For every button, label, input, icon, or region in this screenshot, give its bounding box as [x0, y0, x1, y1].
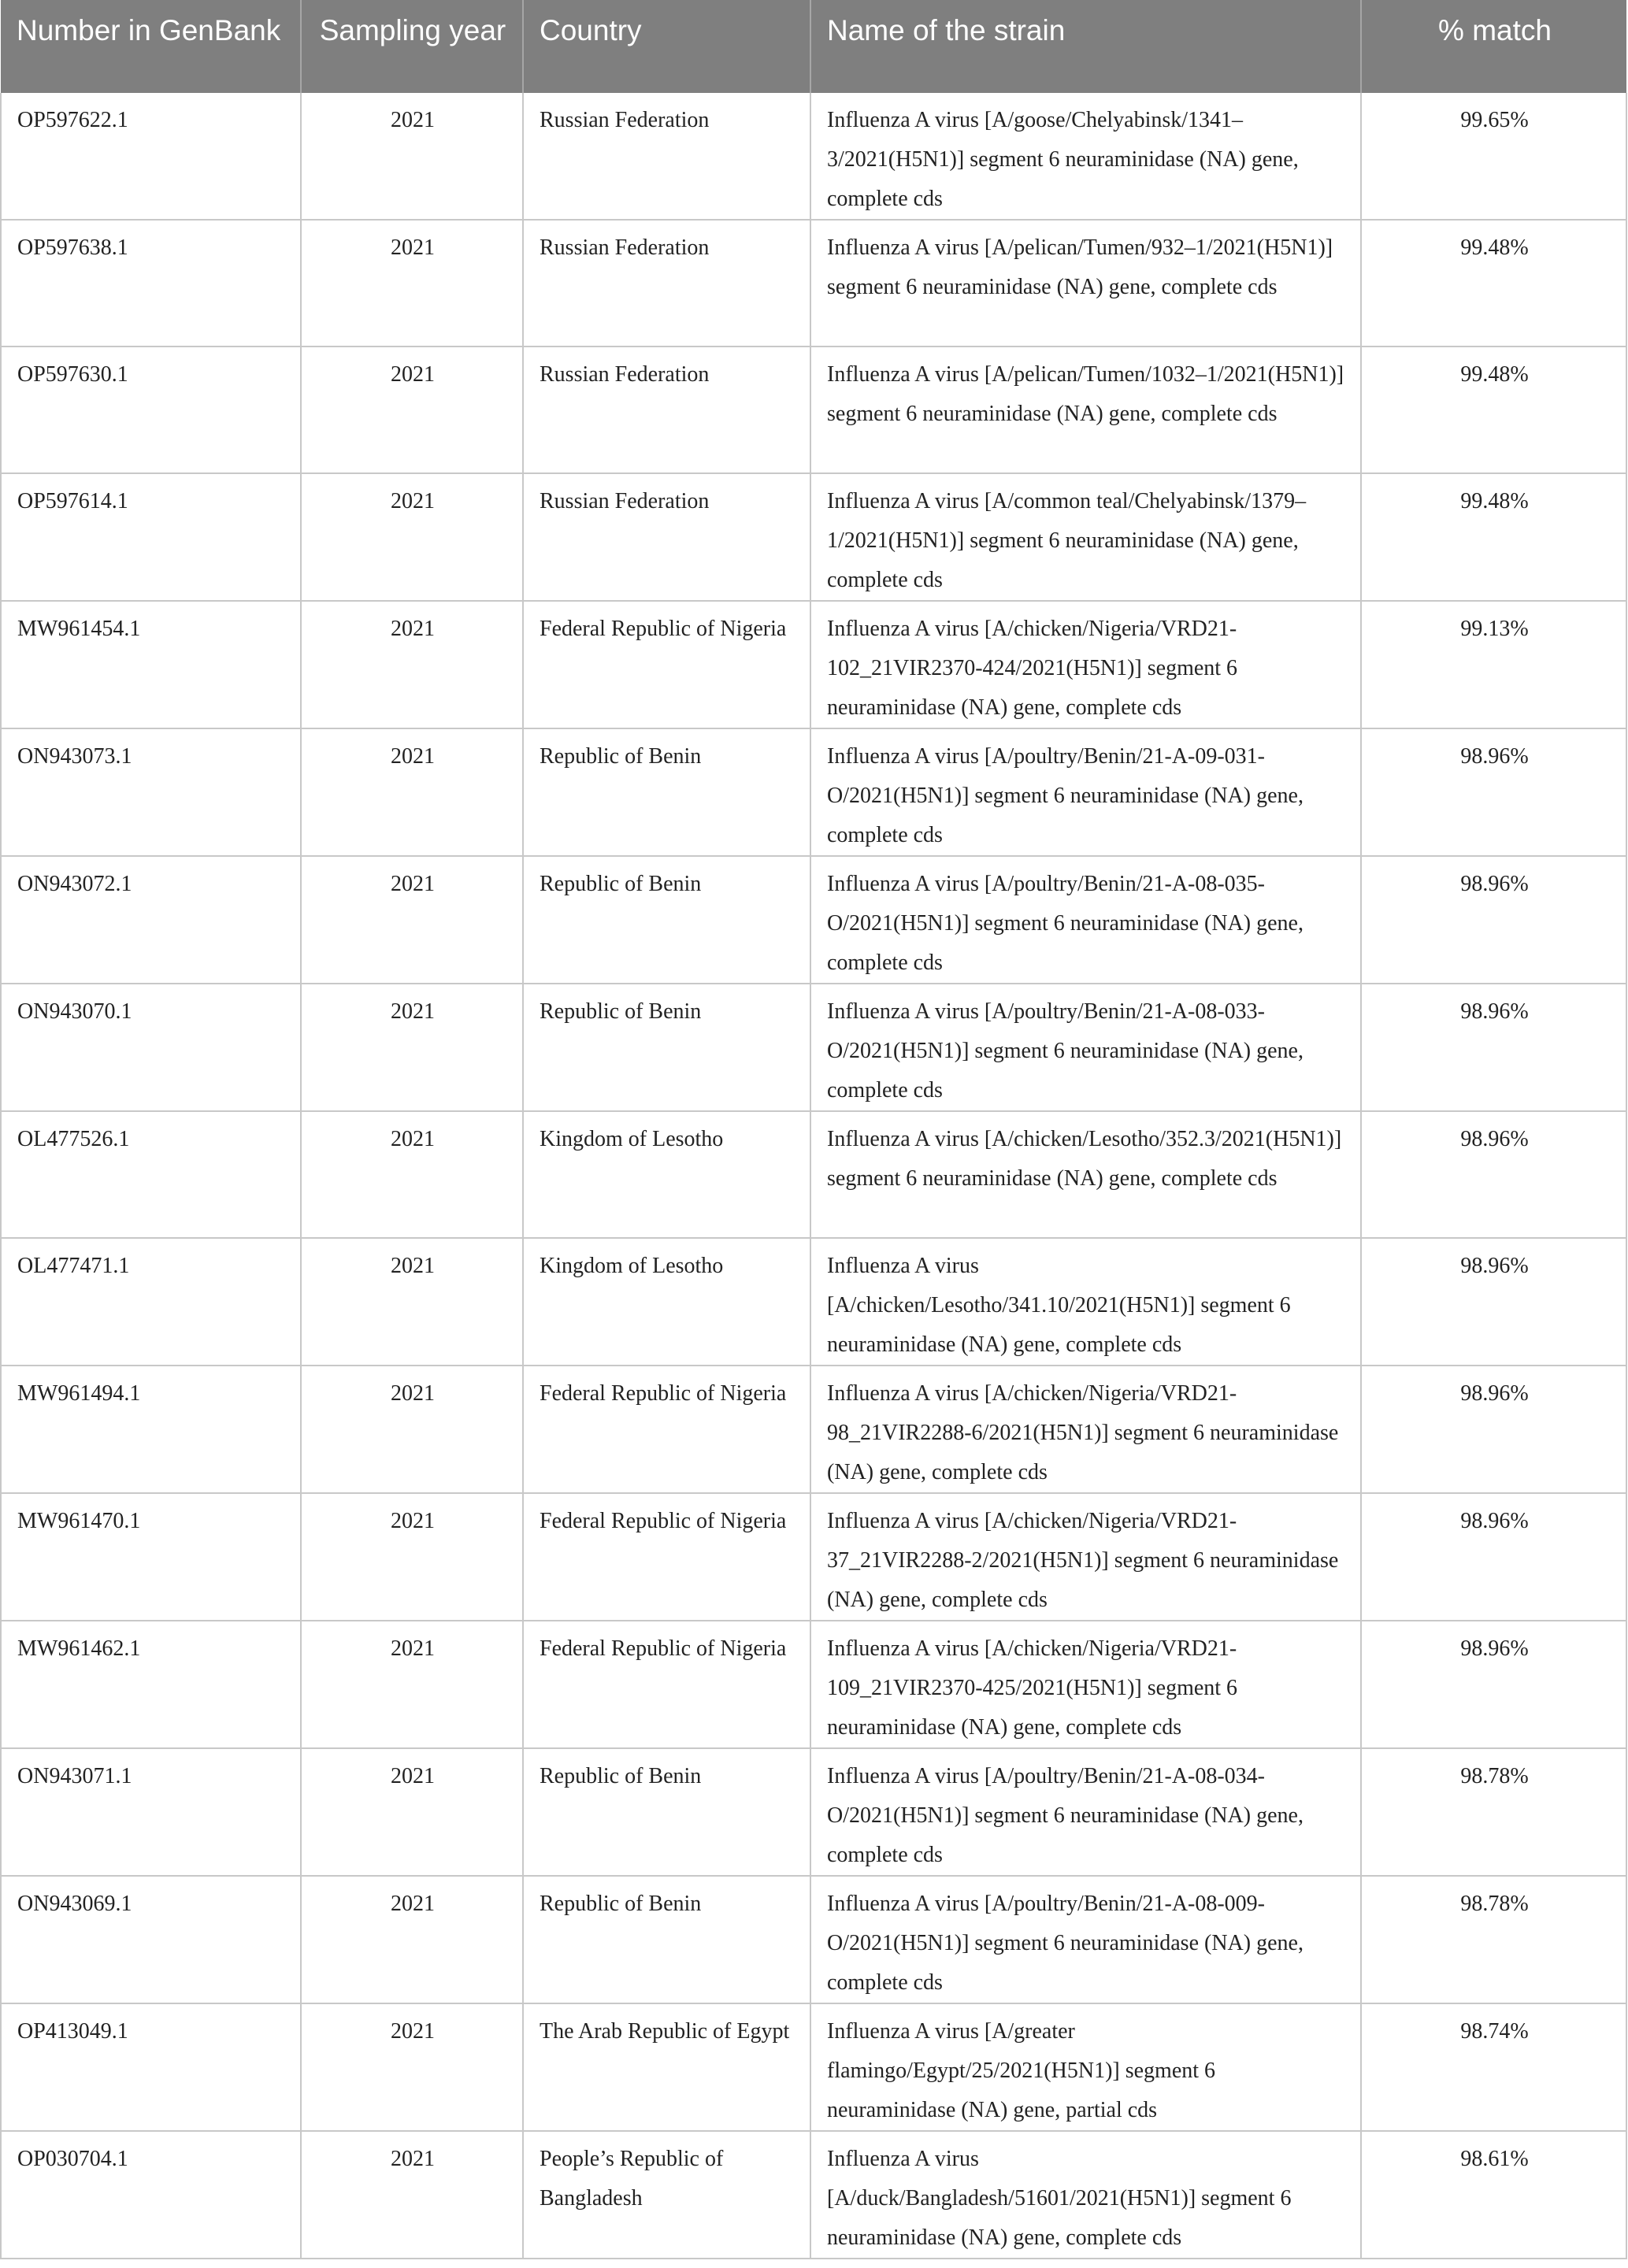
cell-country: Republic of Benin — [523, 1748, 810, 1876]
cell-sampling-year: 2021 — [301, 346, 523, 473]
cell-percent-match: 98.96% — [1361, 984, 1626, 1111]
cell-strain-name: Influenza A virus [A/poultry/Benin/21-A-09-031-O/2021(H5N1)] segment 6 neuraminidase (NA) gene, complete cds — [810, 728, 1361, 856]
cell-country: Russian Federation — [523, 473, 810, 601]
cell-strain-name: Influenza A virus [A/chicken/Nigeria/VRD21-98_21VIR2288-6/2021(H5N1)] segment 6 neuraminidase (NA) gene, complete cds — [810, 1366, 1361, 1493]
cell-sampling-year: 2021 — [301, 728, 523, 856]
cell-strain-name: Influenza A virus [A/pelican/Tumen/1032–1/2021(H5N1)] segment 6 neuraminidase (NA) gene, complete cds — [810, 346, 1361, 473]
cell-sampling-year: 2021 — [301, 1748, 523, 1876]
cell-strain-name: Influenza A virus [A/chicken/Nigeria/VRD21-109_21VIR2370-425/2021(H5N1)] segment 6 neuraminidase (NA) gene, complete cds — [810, 1621, 1361, 1748]
cell-country: Republic of Benin — [523, 984, 810, 1111]
cell-country: Russian Federation — [523, 220, 810, 346]
cell-country: Republic of Benin — [523, 1876, 810, 2003]
table-row — [1, 984, 1626, 1111]
cell-country: Republic of Benin — [523, 856, 810, 984]
cell-sampling-year: 2021 — [301, 1876, 523, 2003]
cell-genbank-number: MW961454.1 — [1, 601, 301, 728]
cell-percent-match: 98.96% — [1361, 728, 1626, 856]
table-row — [1, 1621, 1626, 1748]
header-sampling-year: Sampling year — [301, 0, 523, 93]
header-genbank-number: Number in GenBank — [1, 0, 301, 93]
cell-genbank-number: ON943072.1 — [1, 856, 301, 984]
cell-percent-match: 99.48% — [1361, 220, 1626, 346]
cell-genbank-number: MW961462.1 — [1, 1621, 301, 1748]
cell-percent-match: 98.96% — [1361, 856, 1626, 984]
cell-percent-match: 98.96% — [1361, 1111, 1626, 1238]
cell-strain-name: Influenza A virus [A/pelican/Tumen/932–1/2021(H5N1)] segment 6 neuraminidase (NA) gene, complete cds — [810, 220, 1361, 346]
cell-country: People’s Republic of Bangladesh — [523, 2131, 810, 2259]
cell-genbank-number: OP597638.1 — [1, 220, 301, 346]
table-header — [1, 0, 1626, 93]
table-row — [1, 220, 1626, 346]
cell-percent-match: 98.96% — [1361, 1493, 1626, 1621]
cell-strain-name: Influenza A virus [A/chicken/Nigeria/VRD21-102_21VIR2370-424/2021(H5N1)] segment 6 neuraminidase (NA) gene, complete cds — [810, 601, 1361, 728]
cell-country: Federal Republic of Nigeria — [523, 1366, 810, 1493]
table-row — [1, 1493, 1626, 1621]
cell-genbank-number: OL477526.1 — [1, 1111, 301, 1238]
cell-genbank-number: ON943070.1 — [1, 984, 301, 1111]
table-row — [1, 728, 1626, 856]
cell-genbank-number: MW961470.1 — [1, 1493, 301, 1621]
cell-percent-match: 98.78% — [1361, 1748, 1626, 1876]
cell-genbank-number: ON943073.1 — [1, 728, 301, 856]
table-body — [1, 93, 1626, 2259]
cell-strain-name: Influenza A virus [A/duck/Bangladesh/51601/2021(H5N1)] segment 6 neuraminidase (NA) gene, complete cds — [810, 2131, 1361, 2259]
table-row — [1, 1748, 1626, 1876]
cell-percent-match: 98.78% — [1361, 1876, 1626, 2003]
cell-sampling-year: 2021 — [301, 856, 523, 984]
cell-sampling-year: 2021 — [301, 601, 523, 728]
header-row — [1, 0, 1626, 93]
table-row — [1, 1238, 1626, 1366]
cell-genbank-number: OP030704.1 — [1, 2131, 301, 2259]
cell-genbank-number: OL477471.1 — [1, 1238, 301, 1366]
cell-country: Russian Federation — [523, 93, 810, 220]
cell-percent-match: 98.96% — [1361, 1621, 1626, 1748]
cell-genbank-number: ON943069.1 — [1, 1876, 301, 2003]
cell-percent-match: 98.96% — [1361, 1238, 1626, 1366]
cell-sampling-year: 2021 — [301, 984, 523, 1111]
cell-genbank-number: MW961494.1 — [1, 1366, 301, 1493]
header-percent-match: % match — [1361, 0, 1626, 93]
cell-percent-match: 99.48% — [1361, 473, 1626, 601]
cell-sampling-year: 2021 — [301, 93, 523, 220]
cell-percent-match: 98.74% — [1361, 2003, 1626, 2131]
cell-percent-match: 99.13% — [1361, 601, 1626, 728]
cell-country: The Arab Republic of Egypt — [523, 2003, 810, 2131]
cell-strain-name: Influenza A virus [A/poultry/Benin/21-A-08-033-O/2021(H5N1)] segment 6 neuraminidase (NA) gene, complete cds — [810, 984, 1361, 1111]
cell-sampling-year: 2021 — [301, 473, 523, 601]
cell-strain-name: Influenza A virus [A/poultry/Benin/21-A-08-035-O/2021(H5N1)] segment 6 neuraminidase (NA) gene, complete cds — [810, 856, 1361, 984]
cell-country: Russian Federation — [523, 346, 810, 473]
table-row — [1, 1366, 1626, 1493]
cell-strain-name: Influenza A virus [A/poultry/Benin/21-A-08-034-O/2021(H5N1)] segment 6 neuraminidase (NA) gene, complete cds — [810, 1748, 1361, 1876]
table-row — [1, 473, 1626, 601]
cell-strain-name: Influenza A virus [A/chicken/Lesotho/341.10/2021(H5N1)] segment 6 neuraminidase (NA) gene, complete cds — [810, 1238, 1361, 1366]
table-row — [1, 346, 1626, 473]
cell-strain-name: Influenza A virus [A/common teal/Chelyabinsk/1379–1/2021(H5N1)] segment 6 neuraminidase (NA) gene, complete cds — [810, 473, 1361, 601]
table-row — [1, 2003, 1626, 2131]
cell-sampling-year: 2021 — [301, 2003, 523, 2131]
table-row — [1, 856, 1626, 984]
cell-strain-name: Influenza A virus [A/chicken/Lesotho/352.3/2021(H5N1)] segment 6 neuraminidase (NA) gene, complete cds — [810, 1111, 1361, 1238]
table-row — [1, 2131, 1626, 2259]
cell-country: Kingdom of Lesotho — [523, 1111, 810, 1238]
cell-country: Federal Republic of Nigeria — [523, 1493, 810, 1621]
cell-sampling-year: 2021 — [301, 220, 523, 346]
cell-sampling-year: 2021 — [301, 2131, 523, 2259]
header-strain-name: Name of the strain — [810, 0, 1361, 93]
cell-percent-match: 99.65% — [1361, 93, 1626, 220]
cell-percent-match: 98.96% — [1361, 1366, 1626, 1493]
table-row — [1, 1111, 1626, 1238]
cell-country: Federal Republic of Nigeria — [523, 1621, 810, 1748]
cell-strain-name: Influenza A virus [A/greater flamingo/Egypt/25/2021(H5N1)] segment 6 neuraminidase (NA) gene, partial cds — [810, 2003, 1361, 2131]
cell-strain-name: Influenza A virus [A/goose/Chelyabinsk/1341–3/2021(H5N1)] segment 6 neuraminidase (NA) gene, complete cds — [810, 93, 1361, 220]
table-row — [1, 601, 1626, 728]
cell-genbank-number: OP597630.1 — [1, 346, 301, 473]
cell-strain-name: Influenza A virus [A/chicken/Nigeria/VRD21-37_21VIR2288-2/2021(H5N1)] segment 6 neuraminidase (NA) gene, complete cds — [810, 1493, 1361, 1621]
cell-percent-match: 98.61% — [1361, 2131, 1626, 2259]
cell-sampling-year: 2021 — [301, 1238, 523, 1366]
cell-sampling-year: 2021 — [301, 1111, 523, 1238]
cell-genbank-number: ON943071.1 — [1, 1748, 301, 1876]
cell-country: Federal Republic of Nigeria — [523, 601, 810, 728]
cell-sampling-year: 2021 — [301, 1493, 523, 1621]
header-country: Country — [523, 0, 810, 93]
cell-genbank-number: OP597614.1 — [1, 473, 301, 601]
cell-genbank-number: OP597622.1 — [1, 93, 301, 220]
cell-sampling-year: 2021 — [301, 1366, 523, 1493]
cell-genbank-number: OP413049.1 — [1, 2003, 301, 2131]
cell-country: Kingdom of Lesotho — [523, 1238, 810, 1366]
table-row — [1, 93, 1626, 220]
cell-percent-match: 99.48% — [1361, 346, 1626, 473]
cell-strain-name: Influenza A virus [A/poultry/Benin/21-A-08-009-O/2021(H5N1)] segment 6 neuraminidase (NA) gene, complete cds — [810, 1876, 1361, 2003]
cell-sampling-year: 2021 — [301, 1621, 523, 1748]
cell-country: Republic of Benin — [523, 728, 810, 856]
table-row — [1, 1876, 1626, 2003]
